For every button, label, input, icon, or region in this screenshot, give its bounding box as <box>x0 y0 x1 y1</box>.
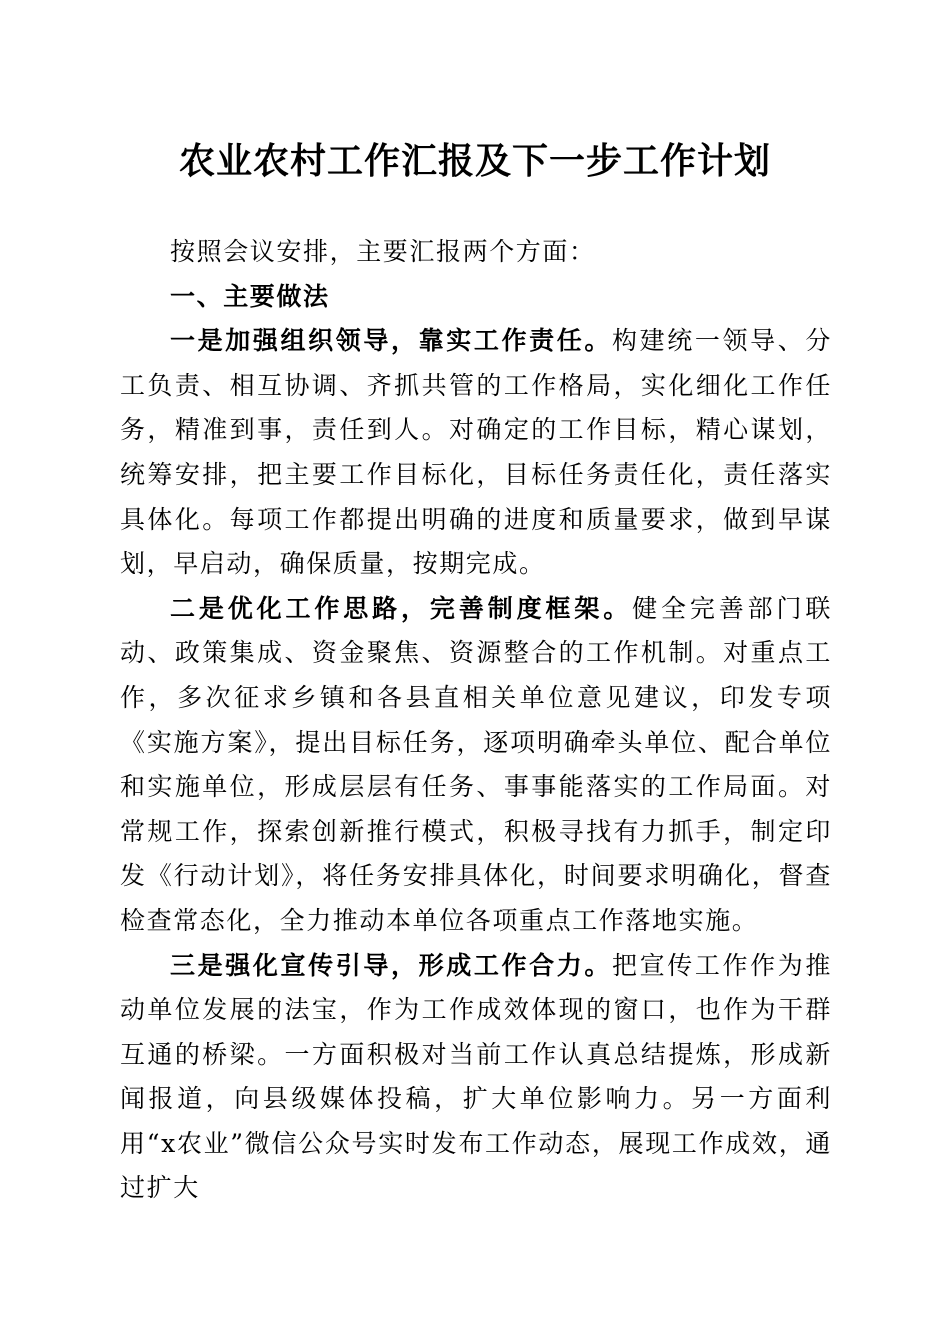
paragraph-lead: 一是加强组织领导，靠实工作责任。 <box>170 326 613 356</box>
paragraph-lead: 二是优化工作思路，完善制度框架。 <box>170 593 633 623</box>
paragraph-text: 健全完善部门联动、政策集成、资金聚焦、资源整合的工作机制。对重点工作，多次征求乡镇和各县直相关单位意见建议，印发专项《实施方案》，提出目标任务，逐项明确牵头单位、配合单位和实施单位，形成层层有任务、事事能落实的工作局面。对常规工作，探索创新推行模式，积极寻找有力抓手，制定印发《行动计划》，将任务安排具体化，时间要求明确化，督查检查常态化，全力推动本单位各项重点工作落地实施。 <box>120 593 832 935</box>
body-paragraph-1 <box>120 319 832 587</box>
body-paragraph-3 <box>120 944 832 1212</box>
body-paragraph-2 <box>120 587 832 944</box>
paragraph-lead: 三是强化宣传引导，形成工作合力。 <box>170 950 613 980</box>
paragraph-text: 把宣传工作作为推动单位发展的法宝，作为工作成效体现的窗口，也作为干群互通的桥梁。一方面积极对当前工作认真总结提炼，形成新闻报道，向县级媒体投稿，扩大单位影响力。另一方面利用“x农业”微信公众号实时发布工作动态，展现工作成效，通过扩大 <box>120 950 832 1203</box>
section-heading: 一、主要做法 <box>170 281 330 311</box>
document-title: 农业农村工作汇报及下一步工作计划 <box>178 141 771 182</box>
intro-paragraph: 按照会议安排，主要汇报两个方面： <box>170 237 596 266</box>
paragraph-text: 构建统一领导、分工负责、相互协调、齐抓共管的工作格局，实化细化工作任务，精准到事，责任到人。对确定的工作目标，精心谋划，统筹安排，把主要工作目标化，目标任务责任化，责任落实具体化。每项工作都提出明确的进度和质量要求，做到早谋划，早启动，确保质量，按期完成。 <box>120 326 832 579</box>
document-body <box>120 230 832 1211</box>
